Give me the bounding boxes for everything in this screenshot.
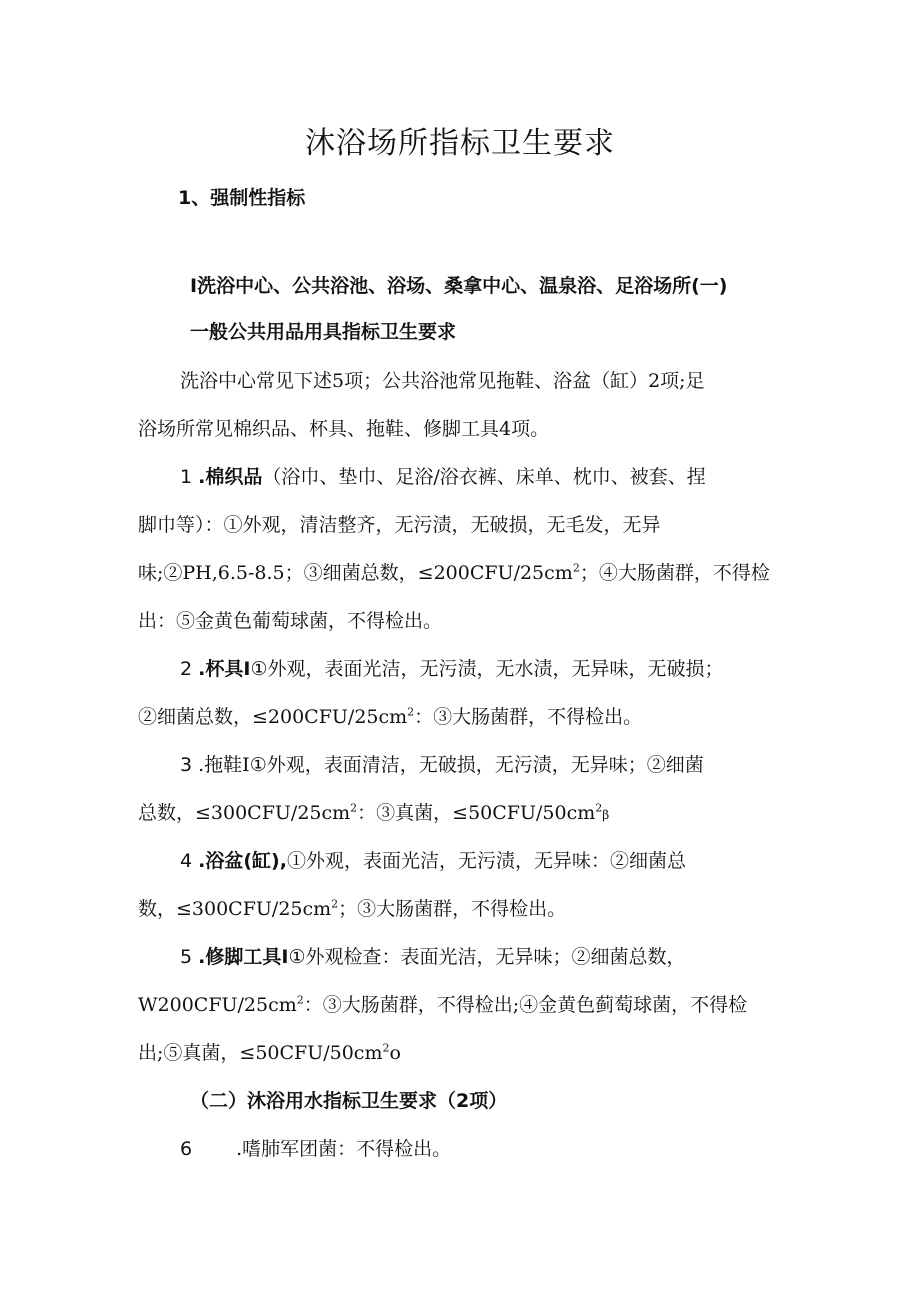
item-3-text-2a: 总数，≤300CFU/25cm <box>138 802 351 824</box>
item-1-line-1 <box>180 463 706 491</box>
item-1-text-3a: 味;②PH,6.5-8.5；③细菌总数，≤200CFU/25cm <box>138 562 573 584</box>
item-4-sup: 2 <box>331 897 339 911</box>
item-4-text-2b: ；③大肠菌群，不得检出。 <box>338 898 567 920</box>
item-3-line-1 <box>180 751 704 779</box>
item-1-line-4: 出：⑤金黄色葡萄球菌，不得检出。 <box>138 610 443 632</box>
item-5-sup-1: 2 <box>296 993 304 1007</box>
item-2-name: .杯具I <box>198 658 251 680</box>
item-2-line-2 <box>138 703 642 731</box>
item-1-text-3b: ；④大肠菌群，不得检 <box>579 562 770 584</box>
item-5-name: .修脚工具I <box>198 946 289 968</box>
item-2-line-1 <box>180 655 723 683</box>
item-3-trailing-mark: β <box>602 808 610 822</box>
item-3-sup-1: 2 <box>350 801 358 815</box>
item-6-line <box>180 1135 451 1163</box>
item-4-name: .浴盆(缸), <box>198 850 287 872</box>
item-5-sup-2: 2 <box>382 1041 390 1055</box>
intro-line-2: 浴场所常见棉织品、杯具、拖鞋、修脚工具4项。 <box>138 418 550 440</box>
item-1-number: 1 <box>180 466 193 488</box>
item-2-text-2a: ②细菌总数，≤200CFU/25cm <box>138 706 408 728</box>
item-5-text-3a: 出;⑤真菌，≤50CFU/50cm <box>138 1042 383 1064</box>
subheading-line-2: 一般公共用品用具指标卫生要求 <box>190 321 457 343</box>
item-3-name: .拖鞋I <box>198 754 250 776</box>
item-4-line-2 <box>138 895 566 923</box>
item-5-number: 5 <box>180 946 193 968</box>
item-2-sup: 2 <box>407 705 415 719</box>
item-5-text-3b: o <box>389 1042 401 1064</box>
section-heading-mandatory: 1、强制性指标 <box>178 187 306 209</box>
item-3-text-2b: ：③真菌，≤50CFU/50cm <box>357 802 596 824</box>
item-4-text-1: ①外观，表面光洁，无污渍，无异味：②细菌总 <box>286 850 686 872</box>
item-1-line-3 <box>138 559 770 587</box>
item-2-text-2b: ：③大肠菌群，不得检出。 <box>414 706 643 728</box>
item-1-sup: 2 <box>572 561 580 575</box>
item-5-line-2 <box>138 991 747 1019</box>
item-1-text-1: （浴巾、垫巾、足浴/浴衣裤、床单、枕巾、被套、捏 <box>262 466 706 488</box>
item-3-sup-2: 2 <box>595 801 603 815</box>
section-heading-water: （二）沐浴用水指标卫生要求（2项） <box>190 1090 508 1112</box>
item-3-text-1: ①外观，表面清洁，无破损，无污渍，无异味；②细菌 <box>249 754 704 776</box>
item-4-line-1 <box>180 847 686 875</box>
item-1-line-2: 脚巾等）：①外观，清洁整齐，无污渍，无破损，无毛发，无异 <box>138 514 661 536</box>
item-4-number: 4 <box>180 850 193 872</box>
item-5-line-3 <box>138 1039 401 1067</box>
item-6-number: 6 <box>180 1138 193 1160</box>
item-3-number: 3 <box>180 754 193 776</box>
item-5-line-1 <box>180 943 685 971</box>
item-5-text-2a: W200CFU/25cm <box>138 994 297 1016</box>
item-2-number: 2 <box>180 658 193 680</box>
subheading-line-1: I洗浴中心、公共浴池、浴场、桑拿中心、温泉浴、足浴场所(一) <box>190 275 728 297</box>
item-2-text-1: ①外观，表面光洁，无污渍，无水渍，无异味，无破损； <box>250 658 724 680</box>
item-5-text-2b: ：③大肠菌群，不得检出;④金黄色蓟萄球菌，不得检 <box>303 994 748 1016</box>
item-6-text: .嗜肺军团菌：不得检出。 <box>236 1138 452 1160</box>
document-title: 沐浴场所指标卫生要求 <box>305 126 615 161</box>
item-3-line-2 <box>138 799 609 829</box>
intro-line-1: 洗浴中心常见下述5项；公共浴池常见拖鞋、浴盆（缸）2项;足 <box>180 370 705 392</box>
item-1-name: .棉织品 <box>198 466 263 488</box>
item-5-text-1: ①外观检查：表面光洁，无异味；②细菌总数， <box>288 946 686 968</box>
item-4-text-2a: 数，≤300CFU/25cm <box>138 898 332 920</box>
